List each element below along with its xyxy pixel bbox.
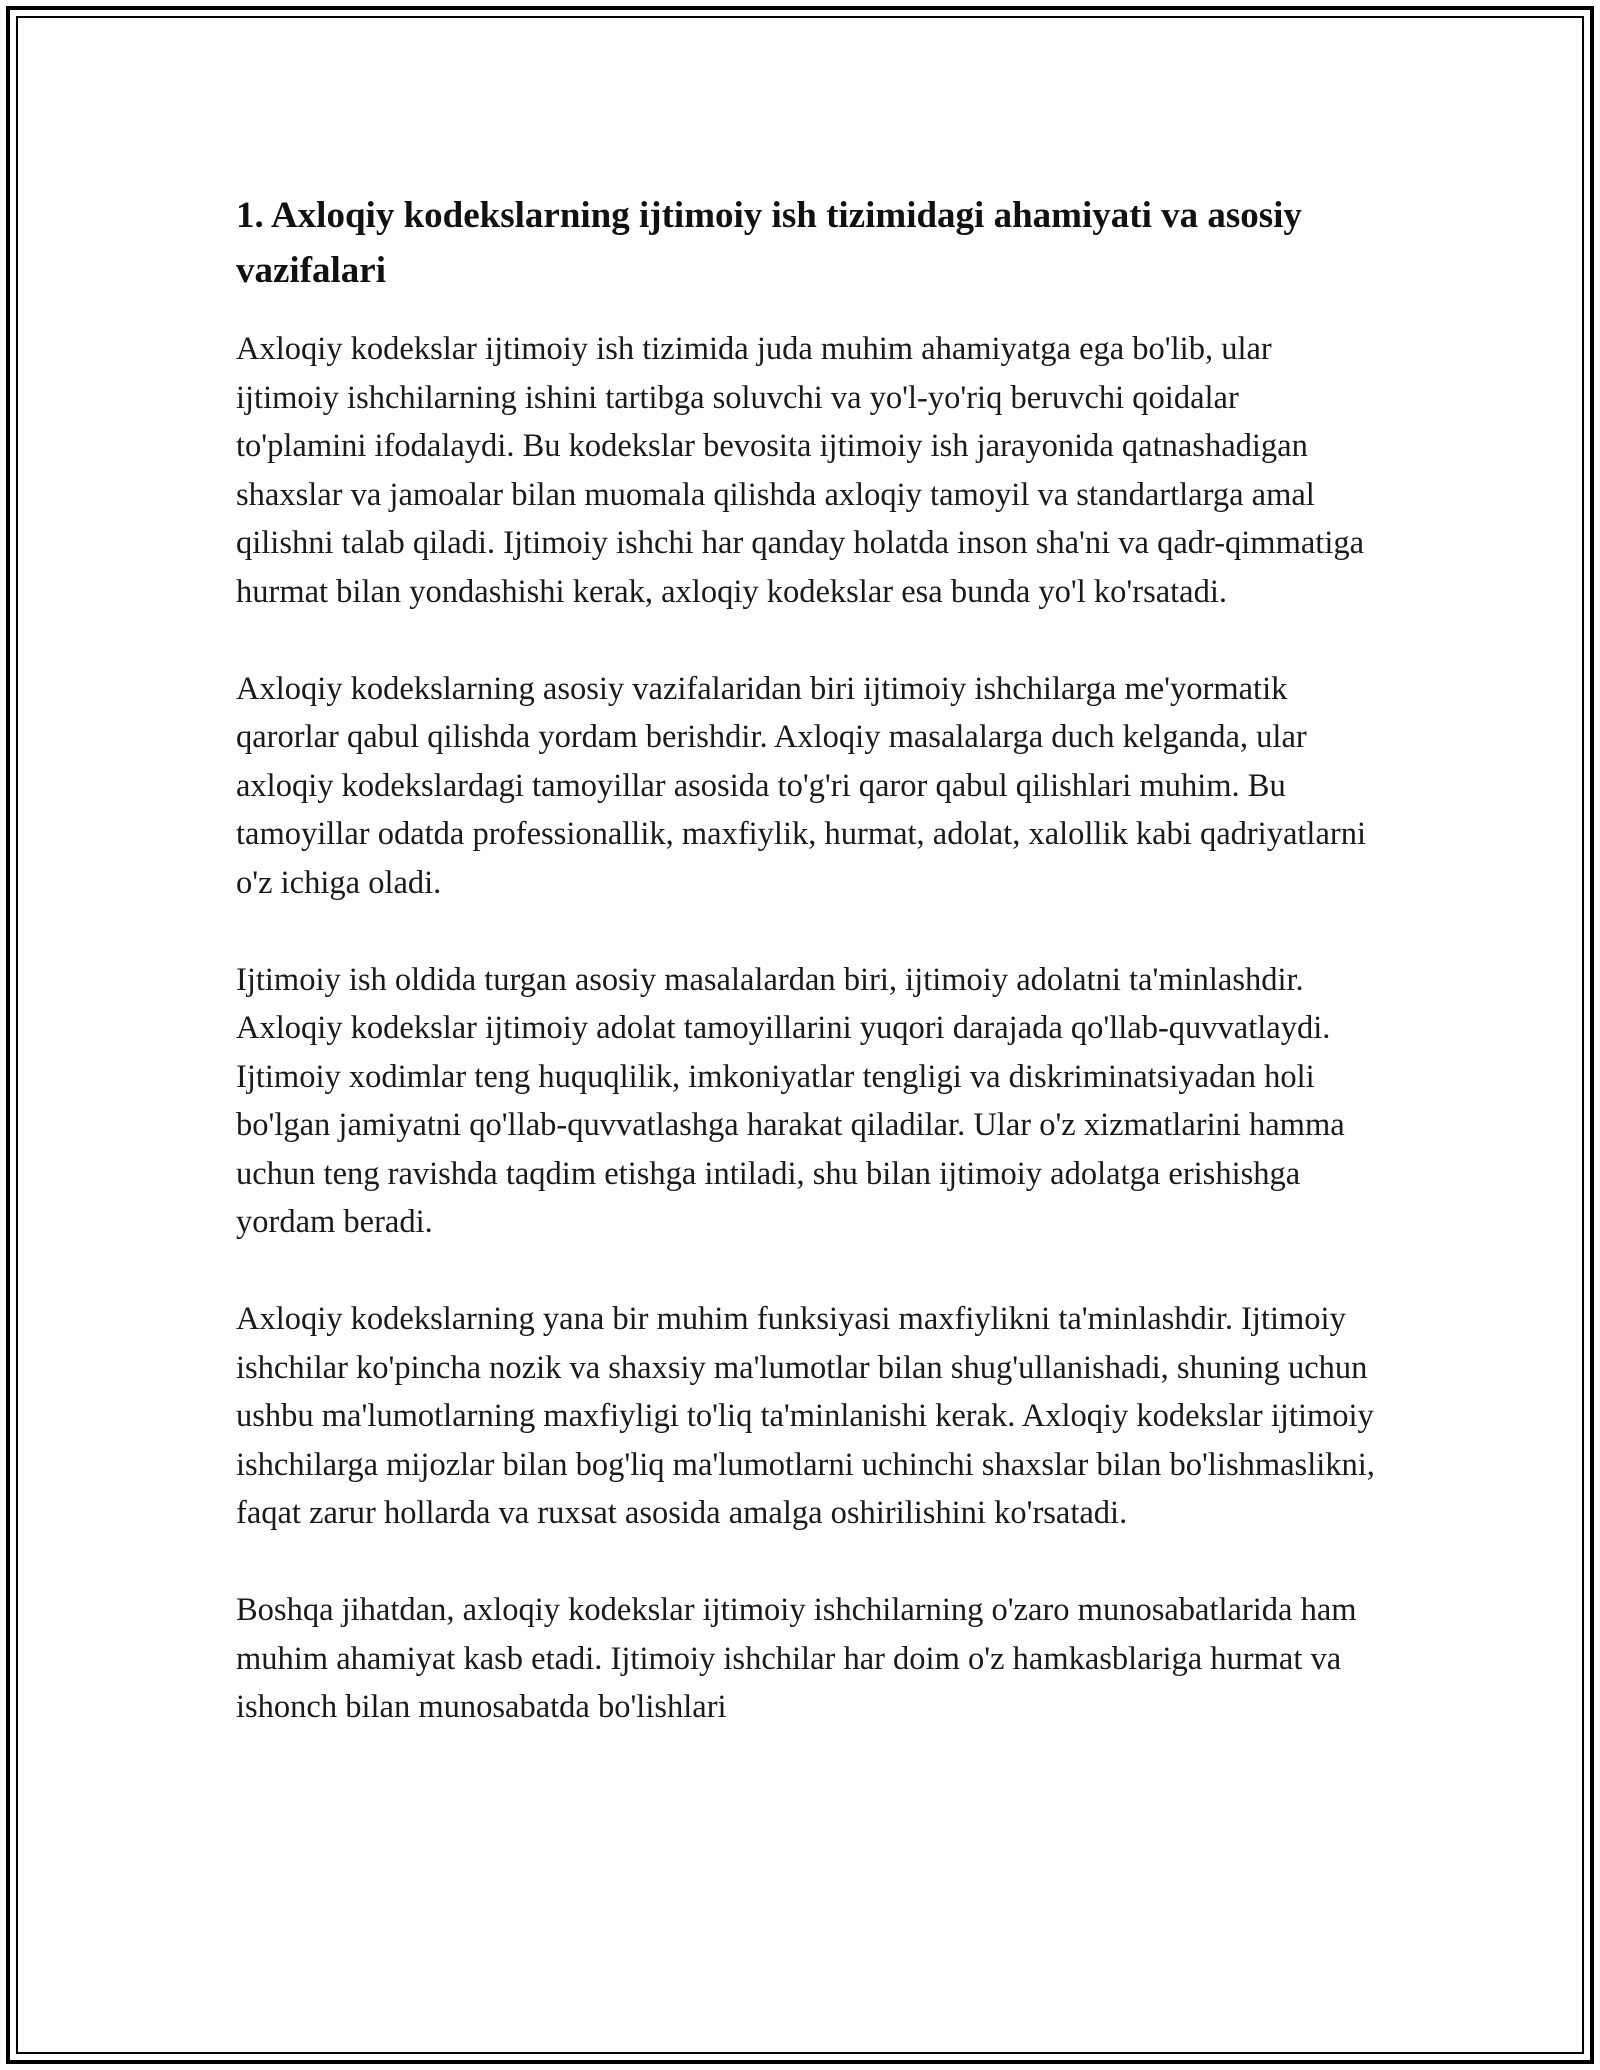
paragraph-1: Axloqiy kodekslar ijtimoiy ish tizimida juda muhim ahamiyatga ega bo'lib, ular ijtimoiy ishchilarning ishini tartibga soluvchi va yo'l-yo'riq beruvchi qoidalar to'plamini ifodalaydi. Bu kodekslar bevosita ijtimoiy ish jarayonida qatnashadigan shaxslar va jamoalar bilan muomala qilishda axloqiy tamoyil va standartlarga amal qilishni talab qiladi. Ijtimoiy ishchi har qanday holatda inson sha'ni va qadr-qimmatiga hurmat bilan yondashishi kerak, axloqiy kodekslar esa bunda yo'l ko'rsatadi. bbox=[236, 331, 1365, 610]
document-body bbox=[236, 188, 1376, 1780]
paragraph-3: Ijtimoiy ish oldida turgan asosiy masalalardan biri, ijtimoiy adolatni ta'minlashdir. Axloqiy kodekslar ijtimoiy adolat tamoyillarini yuqori darajada qo'llab-quvvatlaydi. Ijtimoiy xodimlar teng huquqlilik, imkoniyatlar tengligi va diskriminatsiyadan holi bo'lgan jamiyatni qo'llab-quvvatlashga harakat qiladilar. Ular o'z xizmatlarini hamma uchun teng ravishda taqdim etishga intiladi, shu bilan ijtimoiy adolatga erishishga yordam beradi. bbox=[236, 961, 1345, 1240]
paragraph-2: Axloqiy kodekslarning asosiy vazifalaridan biri ijtimoiy ishchilarga me'yormatik qarorlar qabul qilishda yordam berishdir. Axloqiy masalalarga duch kelganda, ular axloqiy kodekslardagi tamoyillar asosida to'g'ri qaror qabul qilishlari muhim. Bu tamoyillar odatda professionallik, maxfiylik, hurmat, adolat, xalollik kabi qadriyatlarni o'z ichiga oladi. bbox=[236, 670, 1366, 901]
section-heading: 1. Axloqiy kodekslarning ijtimoiy ish tizimidagi ahamiyati va asosiy vazifalari bbox=[236, 195, 1302, 291]
paragraph-5: Boshqa jihatdan, axloqiy kodekslar ijtimoiy ishchilarning o'zaro munosabatlarida ham muhim ahamiyat kasb etadi. Ijtimoiy ishchilar har doim o'z hamkasblariga hurmat va ishonch bilan munosabatda bo'lishlari bbox=[236, 1592, 1357, 1725]
paragraph-4: Axloqiy kodekslarning yana bir muhim funksiyasi maxfiylikni ta'minlashdir. Ijtimoiy ishchilar ko'pincha nozik va shaxsiy ma'lumotlar bilan shug'ullanishadi, shuning uchun ushbu ma'lumotlarning maxfiyligi to'liq ta'minlanishi kerak. Axloqiy kodekslar ijtimoiy ishchilarga mijozlar bilan bog'liq ma'lumotlarni uchinchi shaxslar bilan bo'lishmaslikni, faqat zarur hollarda va ruxsat asosida amalga oshirilishini ko'rsatadi. bbox=[236, 1301, 1375, 1531]
